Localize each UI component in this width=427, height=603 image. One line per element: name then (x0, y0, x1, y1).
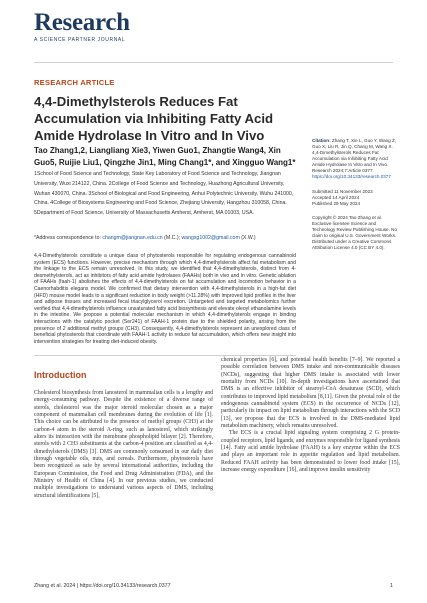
article-title: 4,4-Dimethylsterols Reduces Fat Accumulation via Inhibiting Fatty Acid Amide Hydrolase In Vitro and In Vivo (34, 94, 274, 143)
journal-logo: Research (34, 9, 130, 36)
correspondence-prefix: *Address correspondence to: (34, 235, 103, 241)
email-link-2[interactable]: wangxg1002@gmail.com (181, 235, 240, 241)
author-list: Tao Zhang1,2, Liangliang Xie3, Yiwen Guo1, Zhangtie Wang4, Xin Guo5, Ruijie Liu1, Qingzhe Jin1, Ming Chang1*, and Xingguo Wang1* (34, 146, 296, 167)
journal-tagline: A SCIENCE PARTNER JOURNAL (34, 37, 126, 43)
submitted-date: Submitted 11 November 2023 (312, 189, 373, 194)
body-paragraph: The ECS is a crucial lipid signaling system comprising 2 G protein-coupled receptors, lipid ligands, and enzymes responsible for ligand synthesis [14]. Fatty acid amide hydrolase (FAAH) is a key enzyme within the ECS and plays an important role in appetite regulation and lipid metabolism. Reduced FAAH activity has been demonstrated to lower food intake [15], increase energy expenditure [16], and improve insulin sensitivity (221, 430, 401, 474)
citation-doi-link[interactable]: https://doi.org/10.34133/research.0377 (312, 174, 391, 179)
correspondence-suffix: (X.W.) (239, 235, 256, 241)
email-link-1[interactable]: changm@jiangnan.edu.cn (102, 235, 163, 241)
body-column-left (34, 390, 213, 500)
footer-doi-link[interactable]: https://doi.org/10.34133/research.0377 (79, 583, 171, 589)
citation-label: Citation: (312, 138, 331, 143)
body-column-right (221, 357, 400, 475)
article-type-label: RESEARCH ARTICLE (34, 78, 115, 87)
correspondence (34, 235, 296, 241)
abstract-divider (34, 355, 296, 356)
header-divider (34, 62, 393, 63)
affiliations: 1School of Food Science and Technology, State Key Laboratory of Food Science and Technology, Jiangnan University, Wuxi 214122, China. 2College of Food Science and Technology, Huazhong Agricultural University, Wuhan 430070, China. 3School of Biological and Food Engineering, Anhui Polytechnic University, Wuhu 241000, China. 4College of Biosystems Engineering and Food Science, Zhejiang University, Hangzhou 310058, China. 5Department of Food Science, University of Massachusetts Amherst, Amherst, MA 01003, USA. (34, 171, 294, 217)
introduction-heading: Introduction (34, 370, 87, 380)
correspondence-mid: (M.C.); (162, 235, 182, 241)
abstract-text: 4,4-Dimethylsterols constitute a unique class of phytosterols responsible for regulating endogenous cannabinoid system (ECS) functions. However, precise mechanism through which 4,4-dimethylsterols affect fat metabolism and the linkage to the ECS remain unresolved. In this study, we identified that 4,4-dimethylsterols, distinct from 4-desmethylsterols, act as inhibitors of fatty acid amide hydrolases (FAAHs) both in vivo and in vitro. Genetic ablation of FAAHs (faah-1) abolishes the effects of 4,4-dimethylsterols on fat accumulation and locomotion behavior in a Caenorhabditis elegans model. We confirmed that dietary intervention with 4,4-dimethylsterols in a high-fat diet (HFD) mouse model leads to a significant reduction in body weight (>11.28%) with improved lipid profiles in the liver and adipose tissues and increased fecal triacylglycerol excretion. Untargeted and targeted metabolomics further verified that 4,4-dimethylsterols influence unsaturated fatty acid biosynthesis and elevate oleoyl ethanolamine levels in the intestine. We propose a potential molecular mechanism in which 4,4-dimethylsterols engage in binding interactions with the catalytic pocket (Ser241) of FAAH-1 protein due to the shielded polarity, arising from the presence of 2 additional methyl groups (CH3). Consequently, 4,4-dimethylsterols represent an unexplored class of beneficial phytosterols that coordinate with FAAH-1 activity to reduce fat accumulation, which offers new insight into intervention strategies for treating diet-induced obesity. (34, 253, 296, 345)
footer-citation: Zhang et al. 2024 | (34, 583, 80, 589)
citation-block (312, 138, 400, 180)
citation-text: Zhang T, Xie L, Guo Y, Wang Z, Guo X, Liu R, Jin Q, Chang M, Wang X. 4,4-Dimethylsterols Reduces Fat Accumulation via Inhibiting Fatty Acid Amide Hydrolase In Vitro and In Vivo. Research 2024;7:Article 0377. (312, 138, 397, 173)
page-footer (34, 583, 393, 589)
copyright-notice: Copyright © 2024 Tao Zhang et al. Exclusive licensee Science and Technology Review Publishing House. No claim to original U.S. Government Works. Distributed under a Creative Commons Attribution License 4.0 (CC BY 4.0). (312, 215, 398, 250)
article-sidebar (312, 138, 400, 251)
page-number: 1 (390, 583, 393, 589)
journal-masthead (34, 10, 130, 43)
dates-block (312, 189, 400, 207)
body-paragraph: Cholesterol biosynthesis from lanosterol in mammalian cells is a lengthy and energy-consuming pathway. Despite the existence of a diverse range of sterols, cholesterol was the major steroid molecular chosen as a major component of mammalian cell membranes during the evolution of life [1]. This choice can be attributed to the presence of methyl groups (CH3) at the carbon-4 atom in the steroid A-ring, such as lanosterol, which strikingly alters its interaction with the membrane phospholipid bilayer [2]. Therefore, sterols with 2 CH3 substituents at the carbon-4 position are classified as 4,4-dimethylsterols (DMS) [3]. DMS are commonly consumed in our daily diet through vegetable oils, nuts, and cereals. Furthermore, phytosterols have been recognized as safe by several international authorities, including the European Commission, the Food and Drug Administration (FDA), and the Ministry of Health of China [4]. In our previous studies, we conducted multiple investigations to understand various aspects of DMS, including structural identifications [5], (34, 390, 213, 499)
accepted-date: Accepted 14 April 2024 (312, 195, 360, 200)
body-paragraph: chemical properties [6], and potential health benefits [7–9]. We reported a possible correlation between DMS intake and non-communicable diseases (NCDs), suggesting that higher DMS intake is associated with lower mortality from NCDs [10]. In-depth investigations have ascertained that DMS is an effective inhibitor of stearoyl-CoA desaturase (SCD), which contributes to improved lipid metabolism [8,11]. Given the pivotal role of the endogenous cannabinoid system (ECS) in the occurrence of NCDs [12], particularly its impact on lipid metabolism through interactions with the SCD [13], we propose that the ECS is involved in the DMS-mediated lipid metabolism machinery, which remains unresolved. (221, 357, 400, 430)
published-date: Published 29 May 2024 (312, 201, 361, 206)
